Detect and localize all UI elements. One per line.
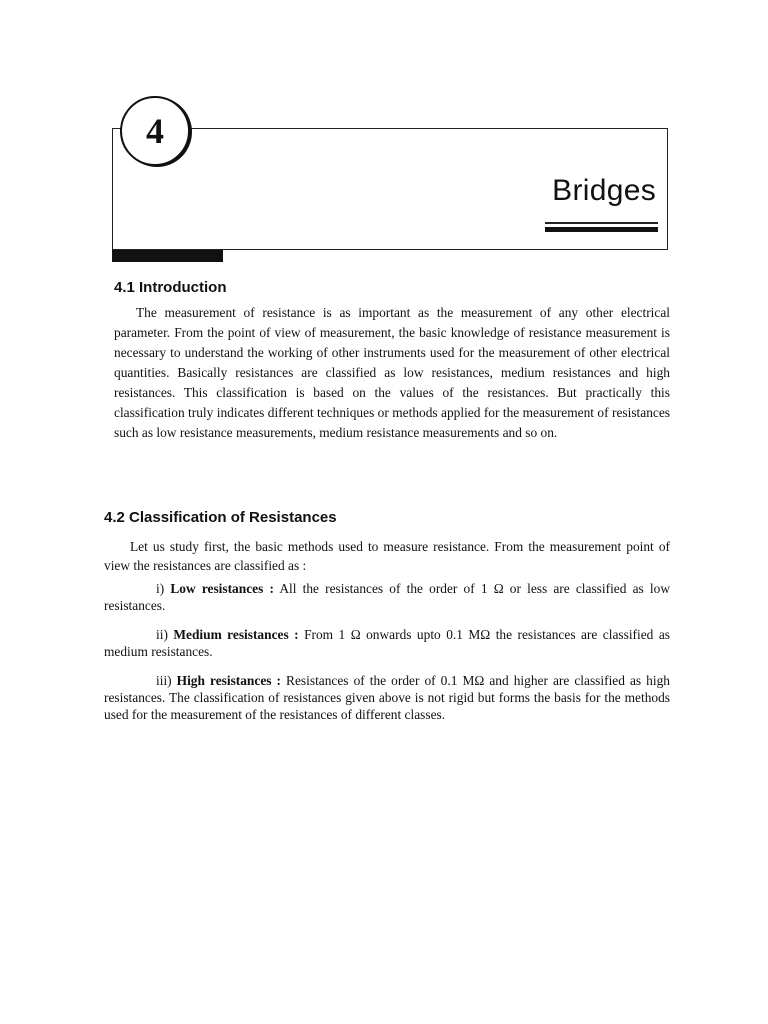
list-item-text: Resistances of the order of 0.1 MΩ and higher are classified as high resistances. The classification of resistances given above is not rigid but forms the basis for the methods used for the measurement of the resistances of different classes.	[104, 673, 670, 722]
list-item	[104, 626, 670, 660]
list-item-text: From 1 Ω onwards upto 0.1 MΩ the resistances are classified as medium resistances.	[104, 627, 670, 659]
list-item-term: Low resistances :	[170, 581, 274, 596]
title-underline-thick	[545, 227, 658, 232]
list-item-number: ii)	[156, 627, 168, 642]
list-item-number: i)	[156, 581, 165, 596]
section-heading-introduction: 4.1 Introduction	[114, 279, 227, 296]
list-item-term: Medium resistances :	[173, 627, 299, 642]
classification-paragraph: Let us study first, the basic methods used to measure resistance. From the measurement point of view the resistances are classified as :	[104, 539, 670, 573]
list-item-text: All the resistances of the order of 1 Ω or less are classified as low resistances.	[104, 581, 670, 613]
list-item	[104, 580, 670, 614]
list-item	[104, 672, 670, 723]
section-heading-classification: 4.2 Classification of Resistances	[104, 509, 337, 526]
header-accent-bar	[112, 250, 223, 262]
list-item-number: iii)	[156, 673, 172, 688]
title-underline-thin	[545, 222, 658, 224]
chapter-number-badge: 4	[120, 96, 190, 166]
list-item-term: High resistances :	[176, 673, 281, 688]
chapter-title: Bridges	[552, 174, 656, 207]
introduction-paragraph: The measurement of resistance is as important as the measurement of any other electrical parameter. From the point of view of measurement, the basic knowledge of resistance measurement is necessary to understand the working of other instruments used for the measurement of other electrical quantities. Basically resistances are classified as low resistances, medium resistances and high resistances. This classification is based on the values of the resistances. But practically this classification truly indicates different techniques or methods applied for the measurement of resistances such as low resistance measurements, medium resistance measurements and so on.	[114, 305, 670, 440]
